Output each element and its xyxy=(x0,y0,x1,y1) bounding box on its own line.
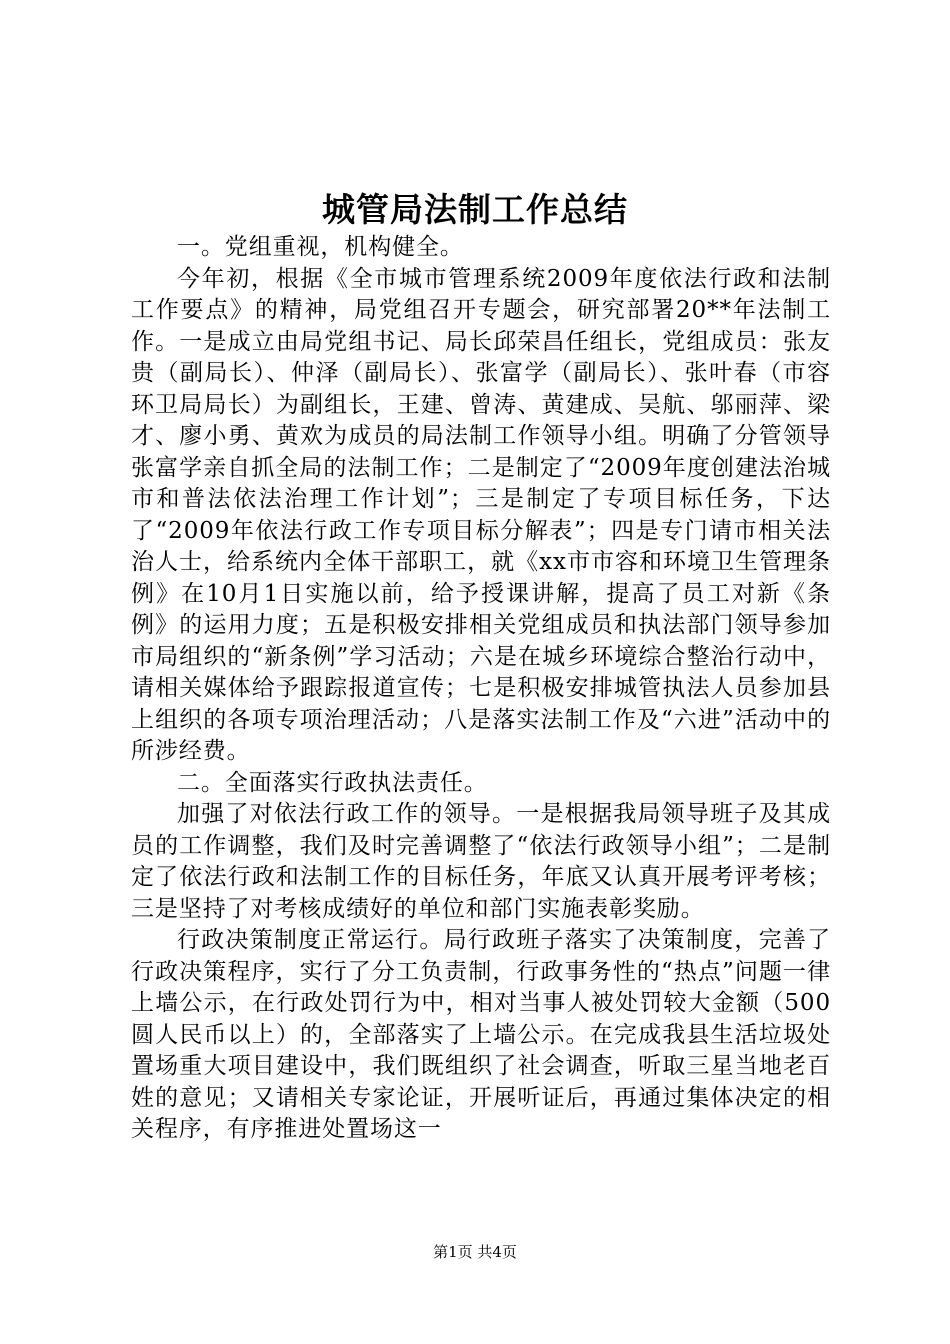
document-body xyxy=(131,232,831,1146)
paragraph-3: 行政决策制度正常运行。局行政班子落实了决策制度，完善了行政决策程序，实行了分工负责制，行政事务性的“热点”问题一律上墙公示，在行政处罚行为中，相对当事人被处罚较大金额（500圆人民币以上）的，全部落实了上墙公示。在完成我县生活垃圾处置场重大项目建设中，我们既组织了社会调查，听取三星当地老百姓的意见；又请相关专家论证，开展听证后，再通过集体决定的相关程序，有序推进处置场这一 xyxy=(131,927,831,1142)
paragraph-1: 今年初，根据《全市城市管理系统2009年度依法行政和法制工作要点》的精神，局党组召开专题会，研究部署20**年法制工作。一是成立由局党组书记、局长邱荣昌任组长，党组成员：张友贵（副局长）、仲泽（副局长）、张富学（副局长）、张叶春（市容环卫局局长）为副组长，王建、曾涛、黄建成、吴航、邬丽萍、梁才、廖小勇、黄欢为成员的局法制工作领导小组。明确了分管领导张富学亲自抓全局的法制工作；二是制定了“2009年度创建法治城市和普法依法治理工作计划”；三是制定了专项目标任务，下达了“2009年依法行政工作专项目标分解表”；四是专门请市相关法治人士，给系统内全体干部职工，就《xx市市容和环境卫生管理条例》在10月1日实施以前，给予授课讲解，提高了员工对新《条例》的运用力度；五是积极安排相关党组成员和执法部门领导参加市局组织的“新条例”学习活动；六是在城乡环境综合整治行动中，请相关媒体给予跟踪报道宣传；七是积极安排城管执法人员参加县上组织的各项专项治理活动；八是落实法制工作及“六进”活动中的所涉经费。 xyxy=(131,265,831,764)
paragraph-2: 加强了对依法行政工作的领导。一是根据我局领导班子及其成员的工作调整，我们及时完善调整了“依法行政领导小组”；二是制定了依法行政和法制工作的目标任务，年底又认真开展考评考核；三是坚持了对考核成绩好的单位和部门实施表彰奖励。 xyxy=(131,801,831,922)
page-title: 城管局法制工作总结 xyxy=(322,190,628,229)
section-heading-1: 一。党组重视，机构健全。 xyxy=(177,234,464,260)
page-footer: 第1页 共4页 xyxy=(433,1243,517,1261)
section-heading-2: 二。全面落实行政执法责任。 xyxy=(177,769,488,796)
